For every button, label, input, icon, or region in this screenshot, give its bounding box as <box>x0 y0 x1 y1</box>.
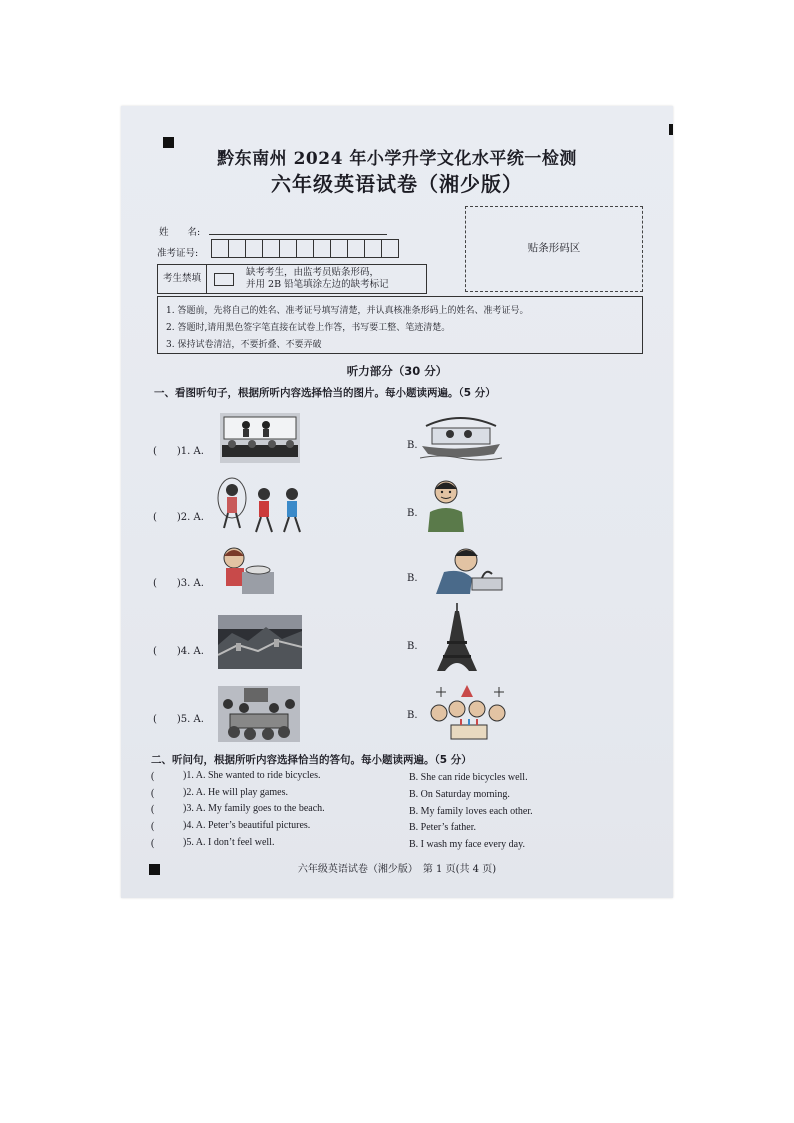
q2-option-b-image <box>426 478 466 532</box>
part1-q1-number: ( )1. A. <box>153 446 204 457</box>
id-digit-box[interactable] <box>347 239 365 258</box>
exam-subtitle: 六年级英语试卷（湘少版） <box>271 172 523 196</box>
id-digit-box[interactable] <box>279 239 297 258</box>
id-digit-box[interactable] <box>364 239 382 258</box>
q3-option-b-image <box>422 544 506 594</box>
part2-q4-option-a: )4. A. Peter’s beautiful pictures. <box>183 820 311 831</box>
name-field[interactable] <box>209 233 387 235</box>
exam-id-field[interactable] <box>211 239 398 258</box>
exam-id-label: 准考证号: <box>157 248 199 259</box>
part2-q3-paren: ( <box>151 804 155 815</box>
part2-q1-paren: ( <box>151 771 155 782</box>
part2-q3-option-b: B. My family loves each other. <box>409 806 533 817</box>
part2-q5-paren: ( <box>151 838 155 849</box>
exam-title: 黔东南州 2024 年小学升学文化水平统一检测 <box>217 149 577 169</box>
part1-q2-b-label: B. <box>407 508 418 519</box>
part1-heading: 一、看图听句子，根据所听内容选择恰当的图片。每小题读两遍。（5 分） <box>154 387 496 399</box>
part2-q3-option-a: )3. A. My family goes to the beach. <box>183 803 325 814</box>
part1-q3-number: ( )3. A. <box>153 578 204 589</box>
part2-q1-option-b: B. She can ride bicycles well. <box>409 772 528 783</box>
notice-line-1: 1. 答题前，先将自己的姓名、准考证号填写清楚，并认真核准条形码上的姓名、准考证号。 <box>166 306 529 316</box>
id-digit-box[interactable] <box>313 239 331 258</box>
part2-q5-option-b: B. I wash my face every day. <box>409 839 525 850</box>
q5-option-b-image <box>421 683 517 747</box>
part2-q4-paren: ( <box>151 821 155 832</box>
id-digit-box[interactable] <box>296 239 314 258</box>
part1-q4-number: ( )4. A. <box>153 646 204 657</box>
part2-q2-paren: ( <box>151 788 155 799</box>
listening-section-title: 听力部分（30 分） <box>346 364 448 378</box>
part1-q1-b-label: B. <box>407 440 418 451</box>
notice-box <box>157 296 643 354</box>
id-digit-box[interactable] <box>381 239 399 258</box>
exam-page <box>121 106 673 898</box>
q3-option-a-image <box>218 544 276 598</box>
id-digit-box[interactable] <box>330 239 348 258</box>
absent-instructions <box>246 267 389 291</box>
id-digit-box[interactable] <box>228 239 246 258</box>
barcode-area <box>465 206 643 292</box>
part2-heading: 二、听问句，根据所听内容选择恰当的答句。每小题读两遍。（5 分） <box>151 754 472 766</box>
absent-line-2: 并用 2B 铅笔填涂左边的缺考标记 <box>246 279 389 290</box>
absent-box <box>157 264 427 294</box>
absent-label: 考生禁填 <box>158 265 207 293</box>
notice-line-2: 2. 答题时,请用黑色签字笔直接在试卷上作答，书写要工整、笔迹清楚。 <box>166 323 451 333</box>
page-footer: 六年级英语试卷（湘少版） 第 1 页(共 4 页) <box>297 864 497 875</box>
part1-q4-b-label: B. <box>407 641 418 652</box>
name-label: 姓 名: <box>159 227 201 238</box>
part1-q2-number: ( )2. A. <box>153 512 204 523</box>
id-digit-box[interactable] <box>211 239 229 258</box>
part1-q5-b-label: B. <box>407 710 418 721</box>
part2-q1-option-a: )1. A. She wanted to ride bicycles. <box>183 770 321 781</box>
id-digit-box[interactable] <box>262 239 280 258</box>
part2-q5-option-a: )5. A. I don’t feel well. <box>183 837 275 848</box>
notice-line-3: 3. 保持试卷清洁，不要折叠、不要弄破 <box>166 340 322 350</box>
part2-q4-option-b: B. Peter’s father. <box>409 822 477 833</box>
q4-option-b-image <box>431 603 483 673</box>
q2-option-a-image <box>216 476 310 536</box>
part1-q3-b-label: B. <box>407 573 418 584</box>
q4-option-a-image <box>218 615 302 669</box>
part2-q2-option-a: )2. A. He will play games. <box>183 787 288 798</box>
q5-option-a-image <box>214 684 304 746</box>
absent-checkbox[interactable] <box>214 273 234 286</box>
part2-q2-option-b: B. On Saturday morning. <box>409 789 510 800</box>
q1-option-b-image <box>420 406 502 464</box>
registration-mark-top-right <box>669 124 673 135</box>
id-digit-box[interactable] <box>245 239 263 258</box>
barcode-label: 贴条形码区 <box>527 242 581 254</box>
q1-option-a-image <box>218 411 302 465</box>
absent-line-1: 缺考考生，由监考员贴条形码， <box>246 267 380 278</box>
part1-q5-number: ( )5. A. <box>153 714 204 725</box>
